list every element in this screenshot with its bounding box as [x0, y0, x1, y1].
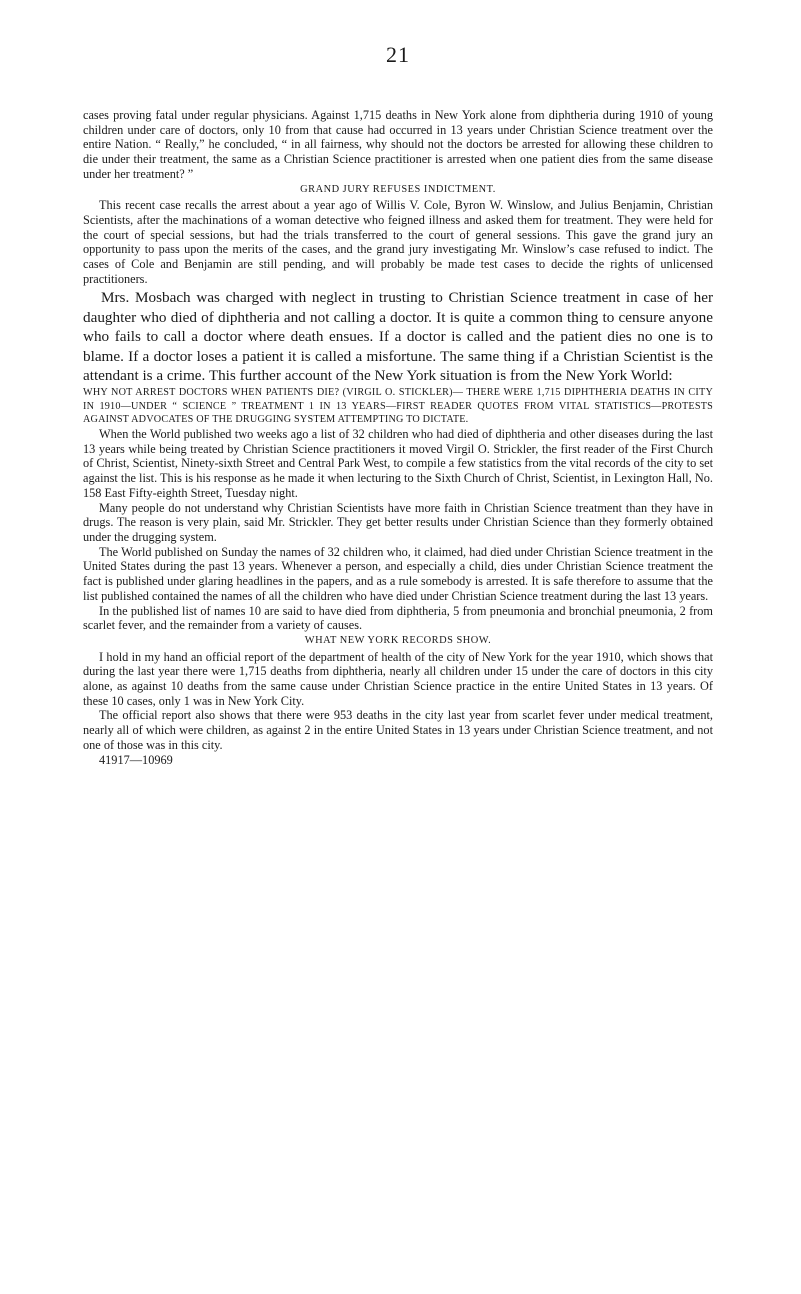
page-number: 21 — [386, 42, 410, 67]
paragraph-3: When the World published two weeks ago a list of 32 children who had died of diphtheria and other diseases during the last 13 years while being treated by Christian Science practitioners it moved Virgil O. Strickler, the first reader of the First Church of Christ, Scientist, Ninety-sixth Street and Central Park West, to compile a few statistics from the vital records of the city to set against the list. This is his response as he made it when lecturing to the Sixth Church of Christ, Scientist, in Lexington Hall, No. 158 East Fifty-eighth Street, Tuesday night. — [83, 427, 713, 500]
editorial-paragraph: Mrs. Mosbach was charged with neglect in trusting to Christian Science treatment in case of her daughter who died of diphtheria and not calling a doctor. It is quite a common thing to censure anyone who fails to call a doctor where death ensues. If a doctor is called and the patient dies no one is to blame. If a doctor loses a patient it is called a misfortune. The same thing if a Christian Scientist is the attendant is a crime. This further account of the New York situation is from the New York World: — [83, 289, 713, 385]
paragraph-1: cases proving fatal under regular physicians. Against 1,715 deaths in New York alone from diphtheria during 1910 of young children under care of doctors, only 10 from that cause had occurred in 13 years under Christian Science treatment over the entire Nation. “ Really,” he concluded, “ in all fairness, why should not the doctors be arrested for allowing these children to die under their treatment, the same as a Christian Science practitioner is arrested when one patient dies from the same disease under her treatment? ” — [83, 108, 713, 181]
paragraph-6: In the published list of names 10 are said to have died from diphtheria, 5 from pneumonia and bronchial pneumonia, 2 from scarlet fever, and the remainder from a variety of causes. — [83, 603, 713, 633]
paragraph-2: This recent case recalls the arrest about a year ago of Willis V. Cole, Byron W. Winslow, and Julius Benjamin, Christian Scientists, after the machinations of a woman detective who feigned illness and asked them for treatment. They were held for the court of special sessions, but had the trials transferred to the court of general sessions. This gave the grand jury an opportunity to pass upon the merits of the cases, and the grand jury investigating Mr. Winslow’s case refused to indict. The cases of Cole and Benjamin are still pending, and will probably be made test cases to decide the rights of unlicensed practitioners. — [83, 198, 713, 286]
paragraph-5: The World published on Sunday the names of 32 children who, it claimed, had died under Christian Science treatment in the United States during the past 13 years. Whenever a person, and especially a child, dies under Christian Science treatment the fact is published under glaring headlines in the papers, and as a rule somebody is arrested. It is safe therefore to assume that the list published contained the names of all the children who have died under Christian Science treatment during the last 13 years. — [83, 544, 713, 603]
editorial-large-text — [83, 288, 713, 385]
paragraph-7: I hold in my hand an official report of the department of health of the city of New York for the year 1910, which shows that during the last year there were 1,715 deaths from diphtheria, nearly all children under 15 under the care of doctors in this city alone, as against 10 deaths from the same cause under Christian Science practice in the entire United States in 13 years. Of these 10 cases, only 1 was in New York City. — [83, 649, 713, 708]
article-subhead: WHY NOT ARREST DOCTORS WHEN PATIENTS DIE? (VIRGIL O. STICKLER)— THERE WERE 1,715 DIPHTHERIA DEATHS IN CITY IN 1910—UNDER “ SCIENCE ” TREATMENT 1 IN 13 YEARS—FIRST READER QUOTES FROM VITAL STATISTICS—PROTESTS AGAINST ADVOCATES OF THE DRUGGING SYSTEM ATTEMPTING TO DICTATE. — [83, 387, 713, 425]
section-heading-new-york-records: WHAT NEW YORK RECORDS SHOW. — [304, 634, 492, 646]
body-top — [83, 108, 713, 286]
paragraph-8: The official report also shows that there were 953 deaths in the city last year from scarlet fever under medical treatment, nearly all of which were children, as against 2 in the entire United States in 13 years under Christian Science treatment, and not one of those was in this city. — [83, 708, 713, 752]
body-bottom — [83, 427, 713, 767]
print-code: 41917—10969 — [99, 752, 173, 767]
paragraph-4: Many people do not understand why Christian Scientists have more faith in Christian Science treatment than they have in drugs. The reason is very plain, said Mr. Strickler. They get better results under Christian Science than they formerly obtained under the drugging system. — [83, 500, 713, 544]
section-heading-grand-jury: GRAND JURY REFUSES INDICTMENT. — [300, 183, 496, 195]
